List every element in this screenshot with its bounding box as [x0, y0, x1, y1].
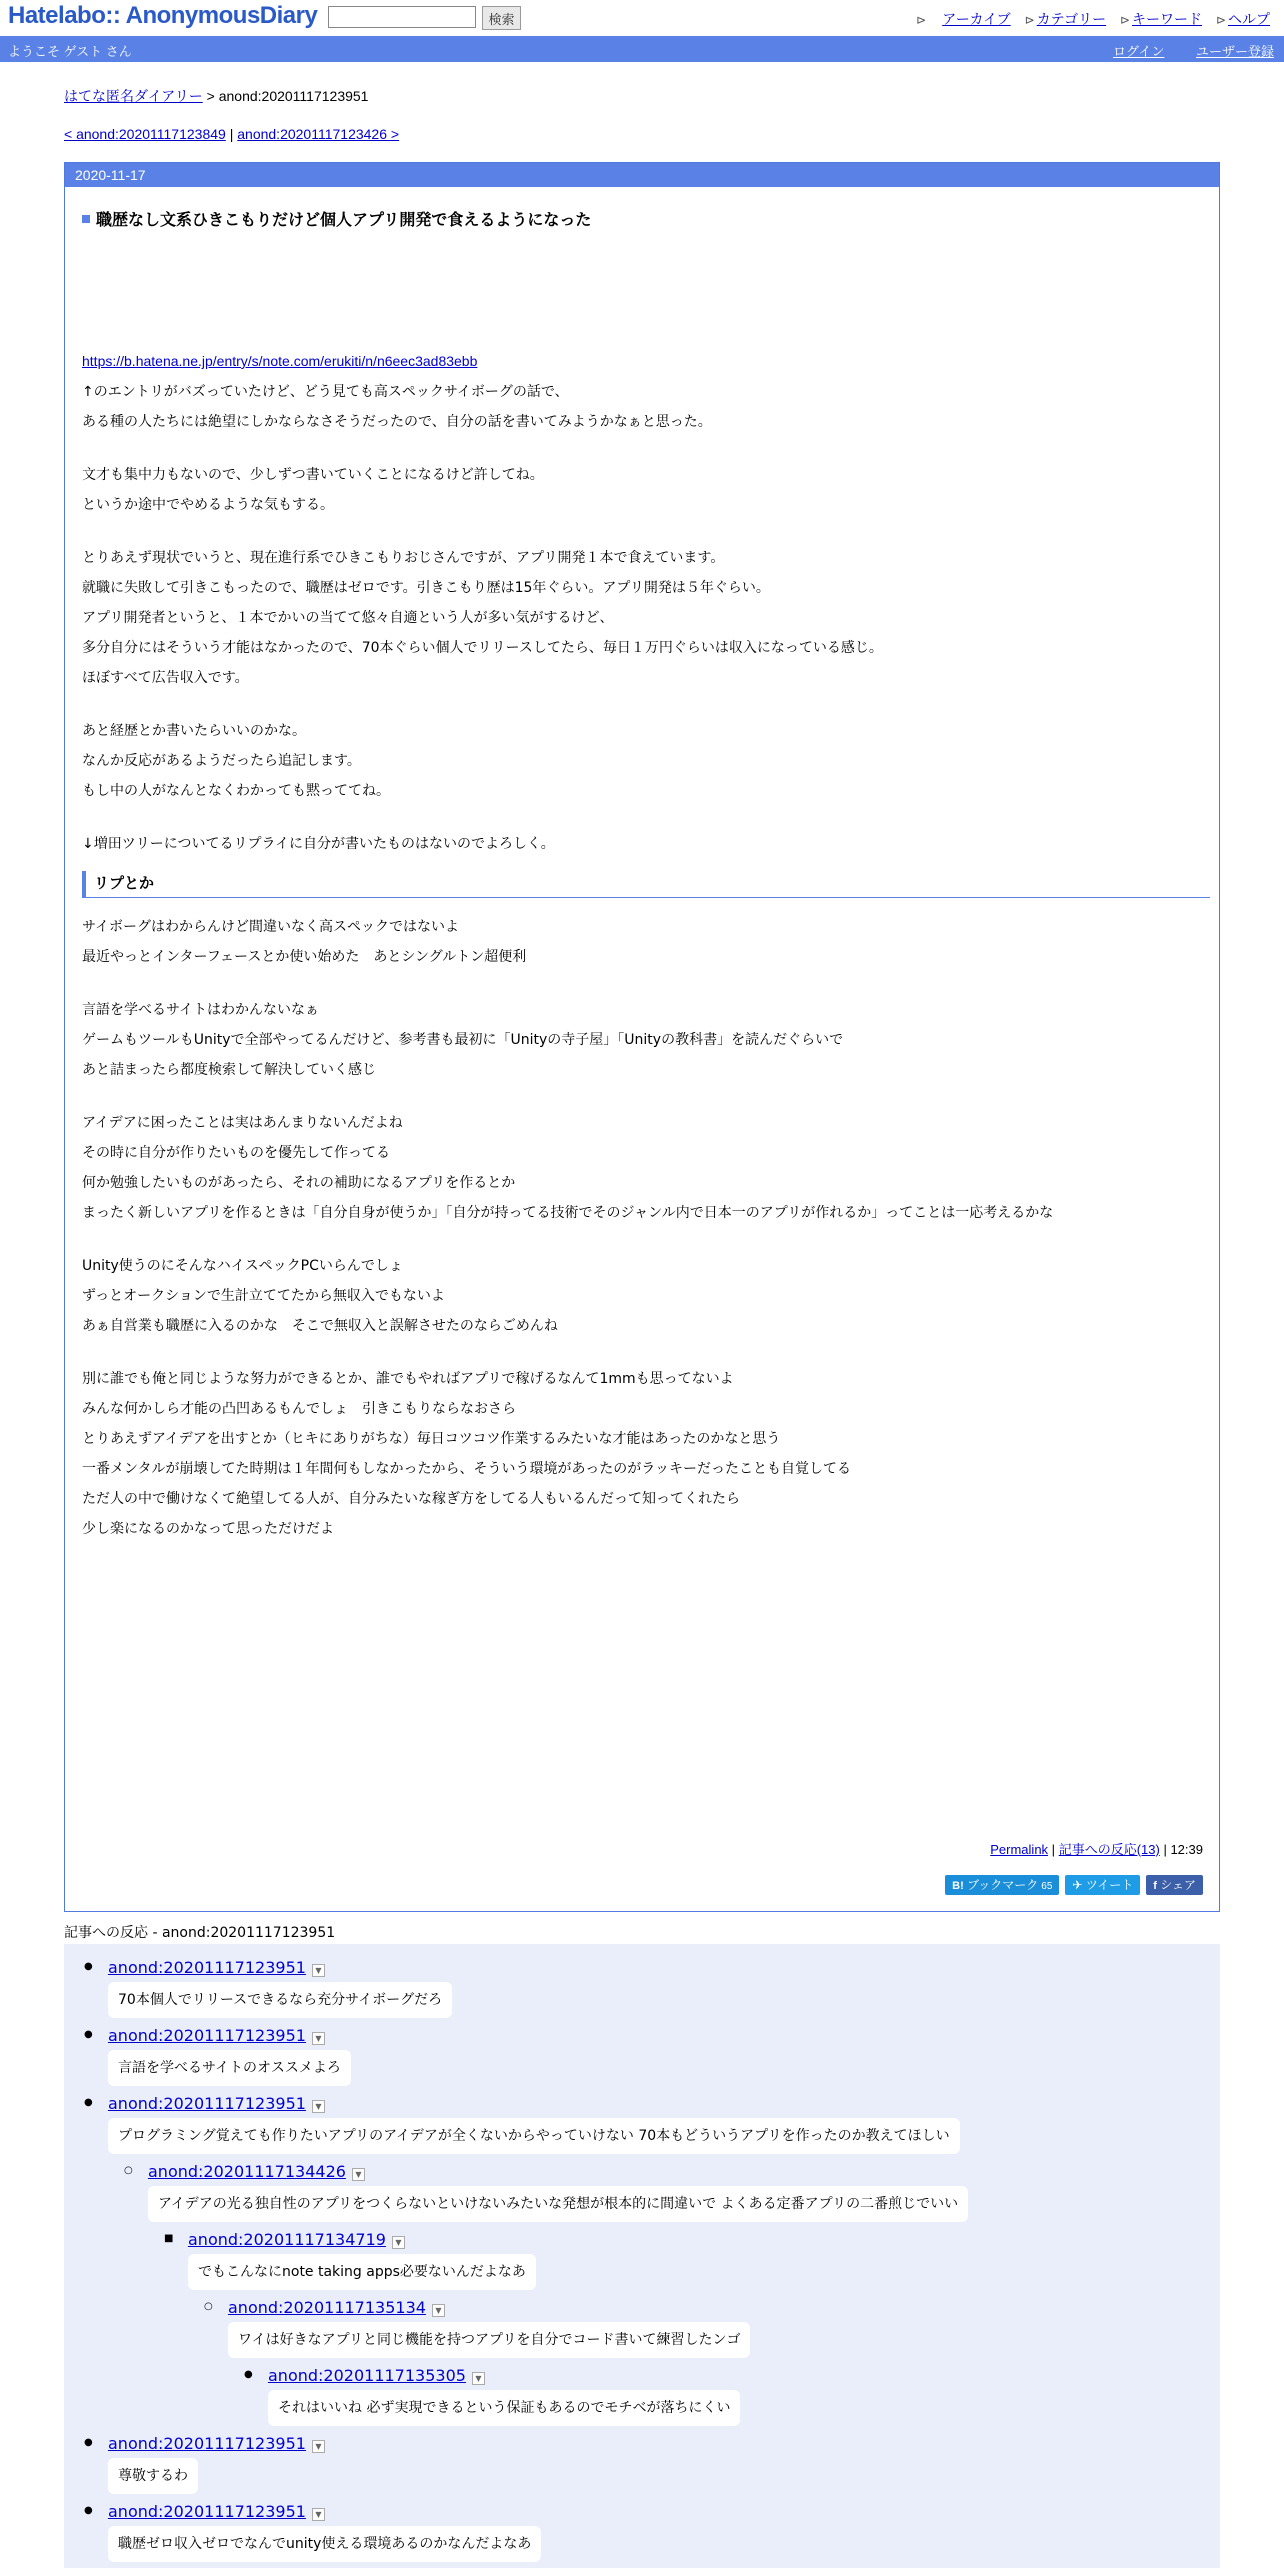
search-button[interactable]: 検索: [482, 6, 521, 30]
bullet-icon: ○: [204, 2301, 213, 2312]
reaction-item: [228, 2298, 445, 2317]
arrow-icon: ⊳: [1024, 13, 1035, 27]
reactions-link[interactable]: 記事への反応(13): [1058, 1842, 1160, 1857]
body-line: というか途中でやめるような気もする。: [82, 497, 334, 513]
body-line: ゲームもツールもUnityで全部やってるんだけど、参考書も最初に「Unityの寺子屋」「Unityの教科書」を読んだぐらいで: [82, 1032, 844, 1048]
bullet-icon: ■: [164, 2233, 174, 2244]
body-line: 就職に失敗して引きこもったので、職歴はゼロです。引きこもり歴は15年ぐらい。アプリ開発は５年ぐらい。: [82, 580, 770, 596]
breadcrumb-separator: >: [206, 88, 215, 104]
entry-anchor-icon[interactable]: [82, 215, 90, 223]
bullet-icon: ●: [84, 1961, 93, 1972]
reaction-excerpt: 職歴ゼロ収入ゼロでなんでunity使える環境あるのかなんだよなあ: [108, 2526, 541, 2562]
facebook-share-button[interactable]: [1146, 1875, 1203, 1895]
body-line: サイボーグはわからんけど間違いなく高スペックではないよ: [82, 919, 460, 935]
body-line: なんか反応があるようだったら追記します。: [82, 753, 361, 769]
share-buttons: [945, 1875, 1203, 1895]
entry-footer: [990, 1839, 1203, 1858]
breadcrumb: [64, 86, 368, 106]
body-line: 何か勉強したいものがあったら、それの補助になるアプリを作るとか: [82, 1175, 516, 1191]
dropdown-toggle-icon[interactable]: ▼: [312, 2100, 325, 2113]
bookmark-count: 65: [1041, 1881, 1053, 1892]
nav-category[interactable]: カテゴリー: [1036, 11, 1107, 27]
header: [0, 0, 1284, 36]
top-nav: [916, 9, 1270, 29]
register-link[interactable]: ユーザー登録: [1195, 44, 1274, 59]
reaction-item: [108, 1958, 325, 1977]
arrow-icon: ⊳: [1215, 13, 1226, 27]
entry-replies: [82, 912, 1053, 1544]
hatena-bookmark-button[interactable]: [945, 1875, 1059, 1895]
facebook-label: シェア: [1160, 1878, 1196, 1892]
prev-entry-link[interactable]: < anond:20201117123849: [64, 126, 226, 142]
reaction-excerpt: プログラミング覚えても作りたいアプリのアイデアが全くないからやっていけない 70本もどういうアプリを作ったのか教えてほしい: [108, 2118, 960, 2154]
reaction-item: [108, 2434, 325, 2453]
body-line: Unity使うのにそんなハイスペックPCいらんでしょ: [82, 1258, 403, 1274]
body-line: あと詰まったら都度検索して解決していく感じ: [82, 1062, 376, 1078]
reaction-link[interactable]: anond:20201117123951: [108, 2502, 306, 2521]
dropdown-toggle-icon[interactable]: ▼: [312, 1964, 325, 1977]
body-line: 少し楽になるのかなって思っただけだよ: [82, 1521, 334, 1537]
arrow-icon: ⊳: [1119, 13, 1131, 27]
prev-next-separator: |: [229, 126, 234, 142]
arrow-icon: ⊳: [916, 13, 927, 27]
prev-next-nav: [64, 126, 399, 142]
body-line: とりあえず現状でいうと、現在進行系でひきこもりおじさんですが、アプリ開発１本で食えています。: [82, 550, 725, 566]
welcome-text: ようこそ ゲスト さん: [8, 44, 132, 59]
user-bar: [0, 36, 1284, 62]
dropdown-toggle-icon[interactable]: ▼: [472, 2372, 485, 2385]
dropdown-toggle-icon[interactable]: ▼: [312, 2440, 325, 2453]
bullet-icon: ○: [124, 2165, 133, 2176]
body-line: ↑のエントリがバズっていたけど、どう見ても高スペックサイボーグの話で、: [82, 384, 569, 400]
breadcrumb-home[interactable]: はてな匿名ダイアリー: [64, 88, 203, 104]
body-line: アプリ開発者というと、１本でかいの当てて悠々自適という人が多い気がするけど、: [82, 610, 614, 626]
reaction-item: [188, 2230, 405, 2249]
reaction-excerpt: ワイは好きなアプリと同じ機能を持つアプリを自分でコード書いて練習したンゴ: [228, 2322, 750, 2358]
body-line: 言語を学べるサイトはわかんないなぁ: [82, 1002, 320, 1018]
body-line: アイデアに困ったことは実はあんまりないんだよね: [82, 1115, 403, 1131]
entry-date: 2020-11-17: [65, 163, 1219, 187]
reaction-item: [108, 2094, 325, 2113]
reactions-tree: [64, 1944, 1220, 2568]
hatena-bookmark-icon: B!: [952, 1880, 964, 1892]
body-line: その時に自分が作りたいものを優先して作ってる: [82, 1145, 390, 1161]
reaction-excerpt: アイデアの光る独自性のアプリをつくらないといけないみたいな発想が根本的に間違いで よくある定番アプリの二番煎じでいい: [148, 2186, 968, 2222]
bookmark-label: ブックマーク: [967, 1878, 1039, 1892]
reaction-link[interactable]: anond:20201117123951: [108, 1958, 306, 1977]
dropdown-toggle-icon[interactable]: ▼: [312, 2032, 325, 2045]
body-line: 文才も集中力もないので、少しずつ書いていくことになるけど許してね。: [82, 467, 544, 483]
body-line: とりあえずアイデアを出すとか（ヒキにありがちな）毎日コツコツ作業するみたいな才能はあったのかなと思う: [82, 1431, 781, 1447]
body-line: 最近やっとインターフェースとか使い始めた あとシングルトン超便利: [82, 949, 527, 965]
reaction-link[interactable]: anond:20201117134426: [148, 2162, 346, 2181]
entry-title-text: 職歴なし文系ひきこもりだけど個人アプリ開発で食えるようになった: [96, 210, 592, 229]
bullet-icon: ●: [244, 2369, 253, 2380]
body-line: ただ人の中で働けなくて絶望してる人が、自分みたいな稼ぎ方をしてる人もいるんだって知ってくれたら: [82, 1491, 740, 1507]
body-line: まったく新しいアプリを作るときは「自分自身が使うか」「自分が持ってる技術でそのジャンル内で日本一のアプリが作れるか」ってことは一応考えるかな: [82, 1205, 1054, 1221]
reaction-excerpt: それはいいね 必ず実現できるという保証もあるのでモチベが落ちにくい: [268, 2390, 740, 2426]
footer-separator: |: [1051, 1842, 1056, 1857]
bullet-icon: ●: [84, 2097, 93, 2108]
body-line: あと経歴とか書いたらいいのかな。: [82, 723, 306, 739]
section-heading: リプとか: [82, 871, 1210, 898]
reaction-excerpt: 尊敬するわ: [108, 2458, 198, 2494]
body-line: 多分自分にはそういう才能はなかったので、70本ぐらい個人でリリースしてたら、毎日１万円ぐらいは収入になっている感じ。: [82, 640, 883, 656]
next-entry-link[interactable]: anond:20201117123426 >: [237, 126, 400, 142]
dropdown-toggle-icon[interactable]: ▼: [392, 2236, 405, 2249]
body-line: もし中の人がなんとなくわかっても黙っててね。: [82, 783, 390, 799]
bullet-icon: ●: [84, 2505, 93, 2516]
entry-body: [82, 377, 883, 859]
breadcrumb-current: anond:20201117123951: [218, 88, 369, 104]
body-line: ずっとオークションで生計立ててたから無収入でもないよ: [82, 1288, 445, 1304]
reaction-link[interactable]: anond:20201117123951: [108, 2434, 306, 2453]
reaction-item: [148, 2162, 365, 2181]
reaction-excerpt: 70本個人でリリースできるなら充分サイボーグだろ: [108, 1982, 452, 2018]
reaction-item: [108, 2502, 325, 2521]
login-link[interactable]: ログイン: [1113, 44, 1165, 59]
reaction-link[interactable]: anond:20201117123951: [108, 2026, 306, 2045]
search-input[interactable]: [328, 6, 476, 28]
body-line: 一番メンタルが崩壊してた時期は１年間何もしなかったから、そういう環境があったのがラッキーだったことも自覚してる: [82, 1461, 852, 1477]
reaction-link[interactable]: anond:20201117135305: [268, 2366, 466, 2385]
site-logo[interactable]: Hatelabo:: AnonymousDiary: [8, 2, 318, 29]
user-links: [1085, 41, 1274, 60]
body-line: 別に誰でも俺と同じような努力ができるとか、誰でもやればアプリで稼げるなんて1mmも思ってないよ: [82, 1371, 734, 1387]
bullet-icon: ●: [84, 2029, 93, 2040]
entry-box: [64, 162, 1220, 1912]
permalink[interactable]: Permalink: [990, 1842, 1049, 1857]
twitter-bird-icon: ✈: [1072, 1878, 1083, 1892]
bullet-icon: ●: [84, 2437, 93, 2448]
body-line: ↓増田ツリーについてるリプライに自分が書いたものはないのでよろしく。: [82, 836, 555, 852]
entry-time: 12:39: [1170, 1842, 1203, 1857]
reaction-link[interactable]: anond:20201117135134: [228, 2298, 426, 2317]
reaction-link[interactable]: anond:20201117123951: [108, 2094, 306, 2113]
body-line: ほぼすべて広告収入です。: [82, 670, 249, 686]
reaction-link[interactable]: anond:20201117134719: [188, 2230, 386, 2249]
dropdown-toggle-icon[interactable]: ▼: [352, 2168, 365, 2181]
entry-title: [82, 207, 591, 230]
body-line: あぁ自営業も職歴に入るのかな そこで無収入と誤解させたのならごめんね: [82, 1318, 558, 1334]
dropdown-toggle-icon[interactable]: ▼: [312, 2508, 325, 2521]
footer-separator: |: [1163, 1842, 1167, 1857]
tweet-button[interactable]: [1065, 1875, 1140, 1895]
reaction-excerpt: でもこんなにnote taking apps必要ないんだよなあ: [188, 2254, 536, 2290]
reaction-item: [268, 2366, 485, 2385]
body-line: ある種の人たちには絶望にしかならなさそうだったので、自分の話を書いてみようかなぁと思った。: [82, 414, 712, 430]
reaction-excerpt: 言語を学べるサイトのオススメよろ: [108, 2050, 351, 2086]
body-line: みんな何かしら才能の凸凹あるもんでしょ 引きこもりならなおさら: [82, 1401, 516, 1417]
tweet-label: ツイート: [1085, 1878, 1134, 1892]
nav-keyword[interactable]: キーワード: [1132, 11, 1203, 27]
reactions-heading: 記事への反応 - anond:20201117123951: [64, 1922, 1220, 1947]
facebook-icon: f: [1153, 1880, 1157, 1892]
nav-archive[interactable]: アーカイブ: [942, 11, 1011, 27]
entry-external-link[interactable]: https://b.hatena.ne.jp/entry/s/note.com/erukiti/n/n6eec3ad83ebb: [82, 353, 478, 369]
dropdown-toggle-icon[interactable]: ▼: [432, 2304, 445, 2317]
reaction-item: [108, 2026, 325, 2045]
nav-help[interactable]: ヘルプ: [1228, 11, 1270, 27]
